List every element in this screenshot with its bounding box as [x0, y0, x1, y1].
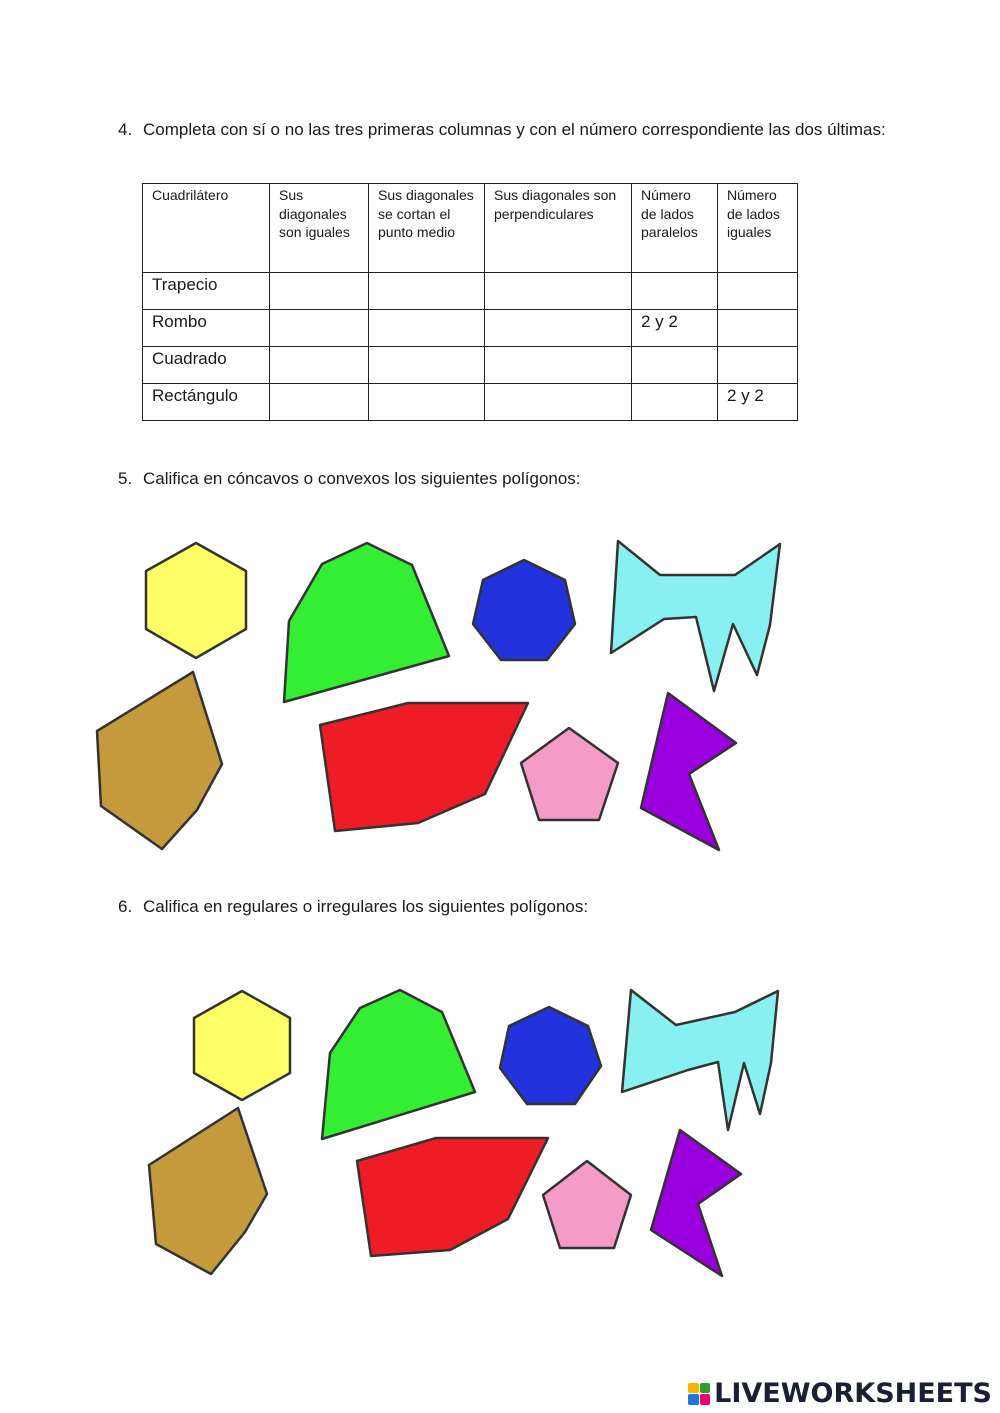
cyan-bow-polygon: [611, 541, 780, 691]
brown-hexagon: [149, 1108, 267, 1274]
row-label: Trapecio: [143, 273, 270, 310]
row-label: Rombo: [143, 310, 270, 347]
yellow-hexagon: [146, 543, 246, 658]
brown-hexagon: [97, 672, 222, 849]
question-text: Completa con sí o no las tres primeras columnas y con el número correspondiente las dos últimas:: [143, 120, 886, 139]
answer-cell: 2 y 2: [632, 310, 718, 347]
question-text: Califica en cóncavos o convexos los siguientes polígonos:: [143, 469, 581, 488]
pink-pentagon: [543, 1161, 631, 1248]
green-pentagon: [284, 543, 449, 702]
purple-concave-polygon: [641, 693, 736, 850]
answer-cell: 2 y 2: [718, 384, 798, 421]
header-cell: Número de lados paralelos: [632, 184, 718, 273]
blue-heptagon: [473, 560, 575, 660]
brand-logo: [688, 1378, 992, 1409]
question-number: 5.: [118, 469, 133, 488]
purple-concave-polygon: [651, 1130, 741, 1276]
header-cell: Sus diagonales se cortan el punto medio: [369, 184, 485, 273]
liveworksheets-logo-icon: [688, 1383, 710, 1405]
question-number: 6.: [118, 897, 133, 916]
row-label: Cuadrado: [143, 347, 270, 384]
header-cell: Sus diagonales son perpendiculares: [485, 184, 632, 273]
row-label: Rectángulo: [143, 384, 270, 421]
header-cell: Sus diagonales son iguales: [270, 184, 369, 273]
yellow-hexagon: [194, 991, 290, 1100]
question-number: 4.: [118, 120, 133, 139]
brand-name: LIVEWORKSHEETS: [714, 1378, 992, 1409]
blue-heptagon: [500, 1007, 601, 1104]
pink-pentagon: [521, 728, 618, 820]
green-pentagon: [322, 990, 475, 1139]
cyan-bow-polygon: [622, 990, 778, 1130]
header-cell: Cuadrilátero: [143, 184, 270, 273]
red-polygon: [320, 703, 528, 831]
question-text: Califica en regulares o irregulares los siguientes polígonos:: [143, 897, 589, 916]
red-polygon: [357, 1138, 548, 1256]
header-cell: Número de lados iguales: [718, 184, 798, 273]
